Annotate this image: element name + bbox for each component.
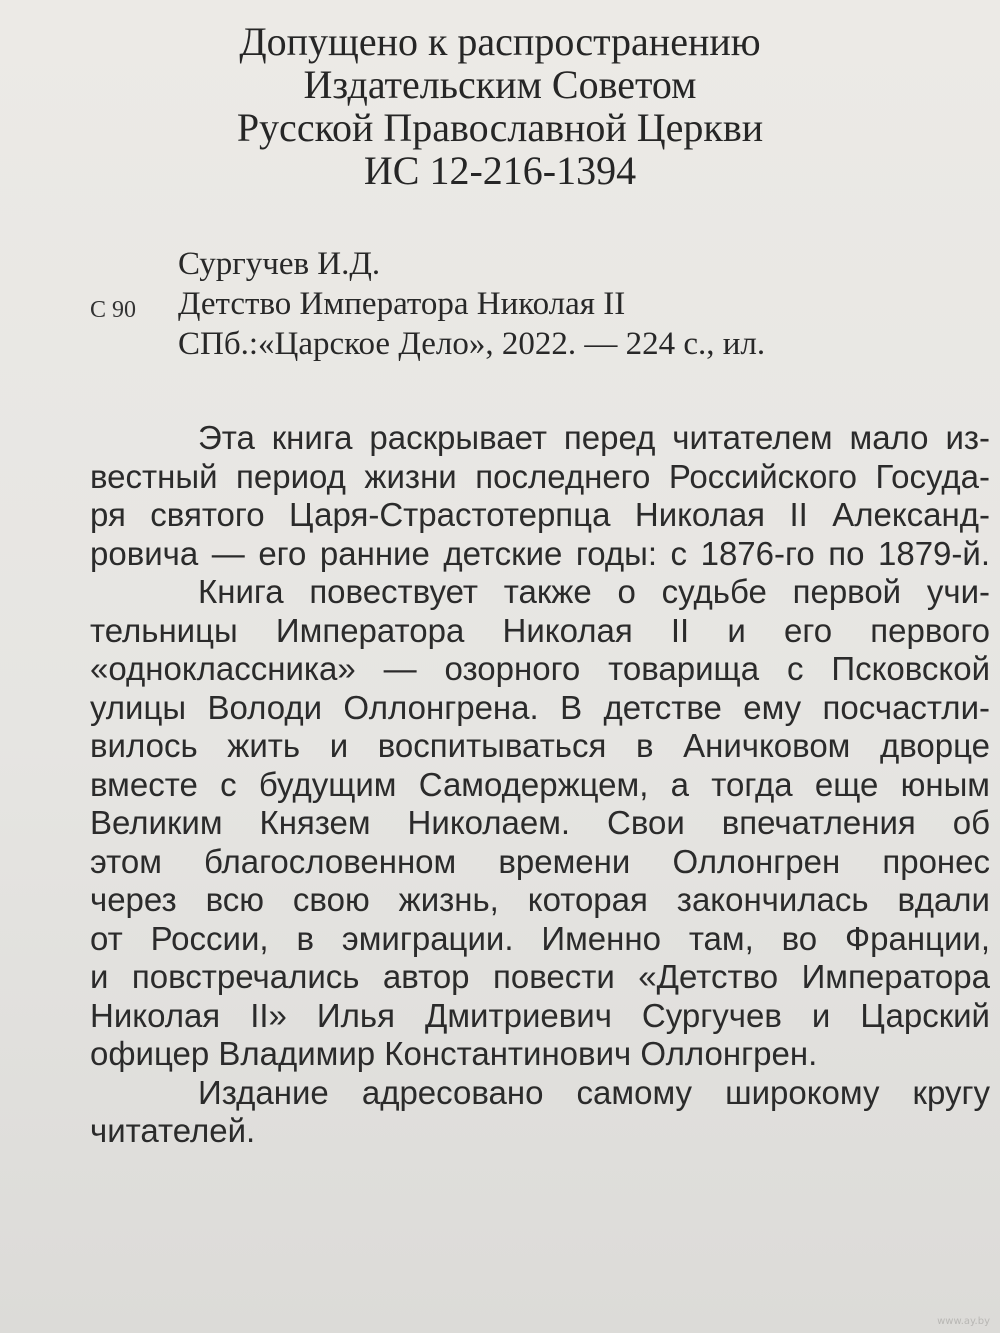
annotation-line: вилось жить и воспитываться в Аничковом дворце xyxy=(90,727,990,764)
annotation-line: и повстречались автор повести «Детство Императора xyxy=(90,958,990,995)
annotation-line: тельницы Императора Николая II и его первого xyxy=(90,611,990,649)
book-annotation xyxy=(90,419,990,1151)
annotation-line: от России, в эмиграции. Именно там, во Франции, xyxy=(90,919,990,957)
approval-number: ИС 12-216-1394 xyxy=(363,148,637,193)
annotation-line: ря святого Царя-Страстотерпца Николая II Александ- xyxy=(90,496,990,533)
annotation-line: через всю свою жизнь, которая закончилась вдали xyxy=(90,881,990,918)
book-author: Сургучев И.Д. xyxy=(178,246,381,282)
bibliographic-record xyxy=(178,244,765,364)
annotation-line: вестный период жизни последнего Российского Госуда- xyxy=(90,457,990,495)
site-watermark: www.ay.by xyxy=(937,1316,990,1327)
approval-line: Допущено к распространению xyxy=(239,19,761,64)
annotation-line: Николая II» Илья Дмитриевич Сургучев и Царский xyxy=(90,996,990,1034)
annotation-line: улицы Володи Оллонгрена. В детстве ему посчастли- xyxy=(90,688,990,726)
annotation-line: Издание адресовано самому широкому кругу xyxy=(198,1073,990,1111)
book-title: Детство Императора Николая II xyxy=(178,286,626,322)
catalog-code: С 90 xyxy=(90,297,137,323)
annotation-line: Эта книга раскрывает перед читателем мало из- xyxy=(198,419,990,456)
annotation-line: офицер Владимир Константинович Оллонгрен. xyxy=(90,1035,818,1072)
publishing-approval xyxy=(0,20,1000,192)
annotation-line: «одноклассника» — озорного товарища с Псковской xyxy=(90,650,990,687)
annotation-line: ровича — его ранние детские годы: с 1876-го по 1879-й. xyxy=(90,534,990,572)
annotation-line: вместе с будущим Самодержцем, а тогда еще юным xyxy=(90,765,990,803)
annotation-line: этом благословенном времени Оллонгрен пронес xyxy=(90,842,990,880)
annotation-line: Книга повествует также о судьбе первой учи- xyxy=(198,573,990,610)
annotation-line: Великим Князем Николаем. Свои впечатления об xyxy=(90,804,990,841)
approval-line: Русской Православной Церкви xyxy=(236,105,764,150)
annotation-line: читателей. xyxy=(90,1112,256,1149)
approval-line: Издательским Советом xyxy=(303,62,697,107)
book-imprint: СПб.:«Царское Дело», 2022. — 224 с., ил. xyxy=(178,326,766,362)
